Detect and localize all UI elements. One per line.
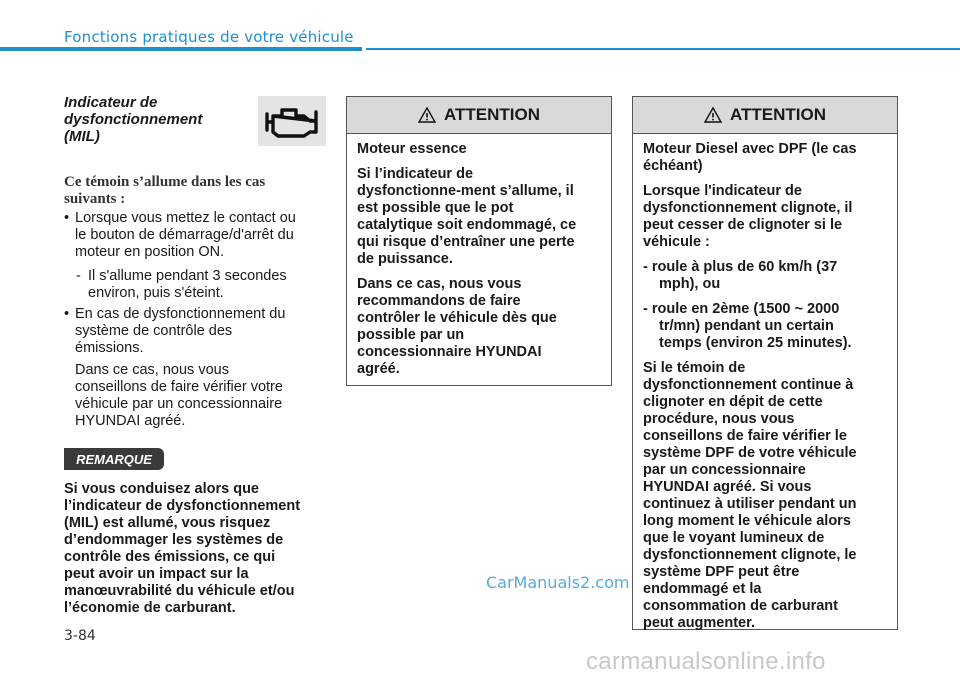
dealer-advice	[64, 362, 326, 430]
attention-heading	[643, 141, 887, 175]
warning-triangle-icon	[418, 107, 436, 123]
condition-item	[643, 301, 887, 352]
text-line: endommagé et la	[643, 581, 762, 597]
text-line: véhicule par un concessionnaire	[75, 396, 283, 412]
text-line: HYUNDAI agréé.	[75, 413, 186, 429]
text-line: dysfonctionnement continue à	[643, 377, 854, 393]
text-line: Si vous conduisez alors que	[64, 481, 259, 497]
text-line: environ, puis s'éteint.	[88, 285, 224, 301]
text-line	[64, 323, 326, 340]
page-number: 3-84	[64, 628, 96, 644]
attention-label: ATTENTION	[443, 105, 540, 124]
sub-dash: -	[76, 268, 81, 284]
attention-heading: Moteur essence	[357, 141, 467, 157]
remarque-text	[64, 481, 326, 617]
text-line: système DPF de votre véhicule	[643, 445, 857, 461]
text-line: de puissance.	[357, 251, 453, 267]
text-line: l’économie de carburant.	[64, 600, 236, 616]
condition-heading-line: suivants :	[64, 191, 126, 207]
text-line: En cas de dysfonctionnement du	[75, 306, 286, 322]
text-line: le bouton de démarrage/d'arrêt du	[75, 227, 294, 243]
text-line: moteur en position ON.	[75, 244, 225, 260]
text-line: HYUNDAI agréé. Si vous	[643, 479, 812, 495]
bullet-dot: •	[64, 210, 70, 226]
text-line: possible par un	[357, 327, 465, 343]
text-line: manœuvrabilité du véhicule et/ou	[64, 583, 295, 599]
text-line: dysfonctionnement clignote, il	[643, 200, 853, 216]
header-rule-dark	[0, 47, 362, 51]
text-line: - roule en 2ème (1500 ~ 2000	[643, 301, 840, 317]
text-line: Il s'allume pendant 3 secondes	[88, 268, 287, 284]
watermark-carmanualsonline: carmanualsonline.info	[586, 648, 826, 675]
attention-body	[347, 134, 611, 392]
text-line: contrôle des émissions, ce qui	[64, 549, 276, 565]
remarque-badge: REMARQUE	[64, 448, 164, 470]
mil-heading-line: dysfonctionnement	[64, 111, 203, 128]
engine-check-icon	[258, 96, 326, 146]
text-line: clignoter en dépit de cette	[643, 394, 823, 410]
mil-heading-line: Indicateur de	[64, 94, 158, 111]
bullet-ignition	[64, 210, 326, 261]
attention-paragraph	[357, 166, 601, 268]
text-line: Dans ce cas, nous vous	[75, 362, 229, 378]
attention-header	[633, 97, 897, 134]
text-line: dysfonctionne-ment s’allume, il	[357, 183, 574, 199]
text-line: d’endommager les systèmes de	[64, 532, 284, 548]
text-line: système DPF peut être	[643, 564, 800, 580]
text-line: temps (environ 25 minutes).	[659, 335, 852, 351]
text-line: - roule à plus de 60 km/h (37	[643, 259, 838, 275]
text-line: procédure, nous vous	[643, 411, 795, 427]
text-line: peut augmenter.	[643, 615, 755, 631]
attention-body	[633, 134, 897, 646]
text-line: long moment le véhicule alors	[643, 513, 851, 529]
text-line: catalytique soit endommagé, ce	[357, 217, 577, 233]
attention-box-diesel	[632, 96, 898, 630]
text-line: (MIL) est allumé, vous risquez	[64, 515, 271, 531]
text-line: dysfonctionnement clignote, le	[643, 547, 857, 563]
text-line: que le voyant lumineux de	[643, 530, 825, 546]
text-line: recommandons de faire	[357, 293, 521, 309]
condition-heading	[64, 174, 334, 208]
text-span: système de contrôle des	[75, 323, 233, 339]
text-line: Si le témoin de	[643, 360, 746, 376]
mil-heading	[64, 94, 244, 145]
attention-paragraph	[643, 360, 887, 632]
text-line: conseillons de faire vérifier votre	[75, 379, 283, 395]
header-rule-light	[366, 48, 960, 50]
sub-item-duration	[76, 268, 326, 302]
text-line: échéant)	[643, 158, 703, 174]
bullet-malfunction	[64, 306, 326, 357]
condition-item	[643, 259, 887, 293]
text-line: émissions.	[75, 340, 144, 356]
mil-heading-line: (MIL)	[64, 128, 100, 145]
text-line: l’indicateur de dysfonctionnement	[64, 498, 301, 514]
text-line: contrôler le véhicule dès que	[357, 310, 557, 326]
attention-header	[347, 97, 611, 134]
section-title: Fonctions pratiques de votre véhicule	[64, 28, 354, 46]
attention-paragraph	[357, 276, 601, 378]
text-line: est possible que le pot	[357, 200, 514, 216]
text-line: peut avoir un impact sur la	[64, 566, 249, 582]
text-line: par un concessionnaire	[643, 462, 806, 478]
text-line: continuez à utiliser pendant un	[643, 496, 857, 512]
text-line: tr/mn) pendant un certain	[659, 318, 834, 334]
attention-label: ATTENTION	[729, 105, 826, 124]
attention-box-gasoline	[346, 96, 612, 386]
text-line: concessionnaire HYUNDAI	[357, 344, 542, 360]
text-line: Dans ce cas, nous vous	[357, 276, 522, 292]
text-line: agréé.	[357, 361, 400, 377]
condition-heading-line: Ce témoin s’allume dans les cas	[64, 174, 266, 190]
text-line: peut cesser de clignoter si le	[643, 217, 843, 233]
warning-triangle-icon	[704, 107, 722, 123]
text-line: consommation de carburant	[643, 598, 838, 614]
watermark-carmanuals2: CarManuals2.com	[486, 573, 630, 592]
text-line: mph), ou	[659, 276, 721, 292]
text-line: qui risque d’entraîner une perte	[357, 234, 575, 250]
text-line: conseillons de faire vérifier le	[643, 428, 847, 444]
attention-paragraph	[643, 183, 887, 251]
text-line: véhicule :	[643, 234, 710, 250]
text-line: Lorsque l'indicateur de	[643, 183, 802, 199]
text-line: Moteur Diesel avec DPF (le cas	[643, 141, 857, 157]
text-line: Lorsque vous mettez le contact ou	[75, 210, 296, 226]
bullet-dot: •	[64, 306, 70, 322]
text-line: Si l’indicateur de	[357, 166, 474, 182]
